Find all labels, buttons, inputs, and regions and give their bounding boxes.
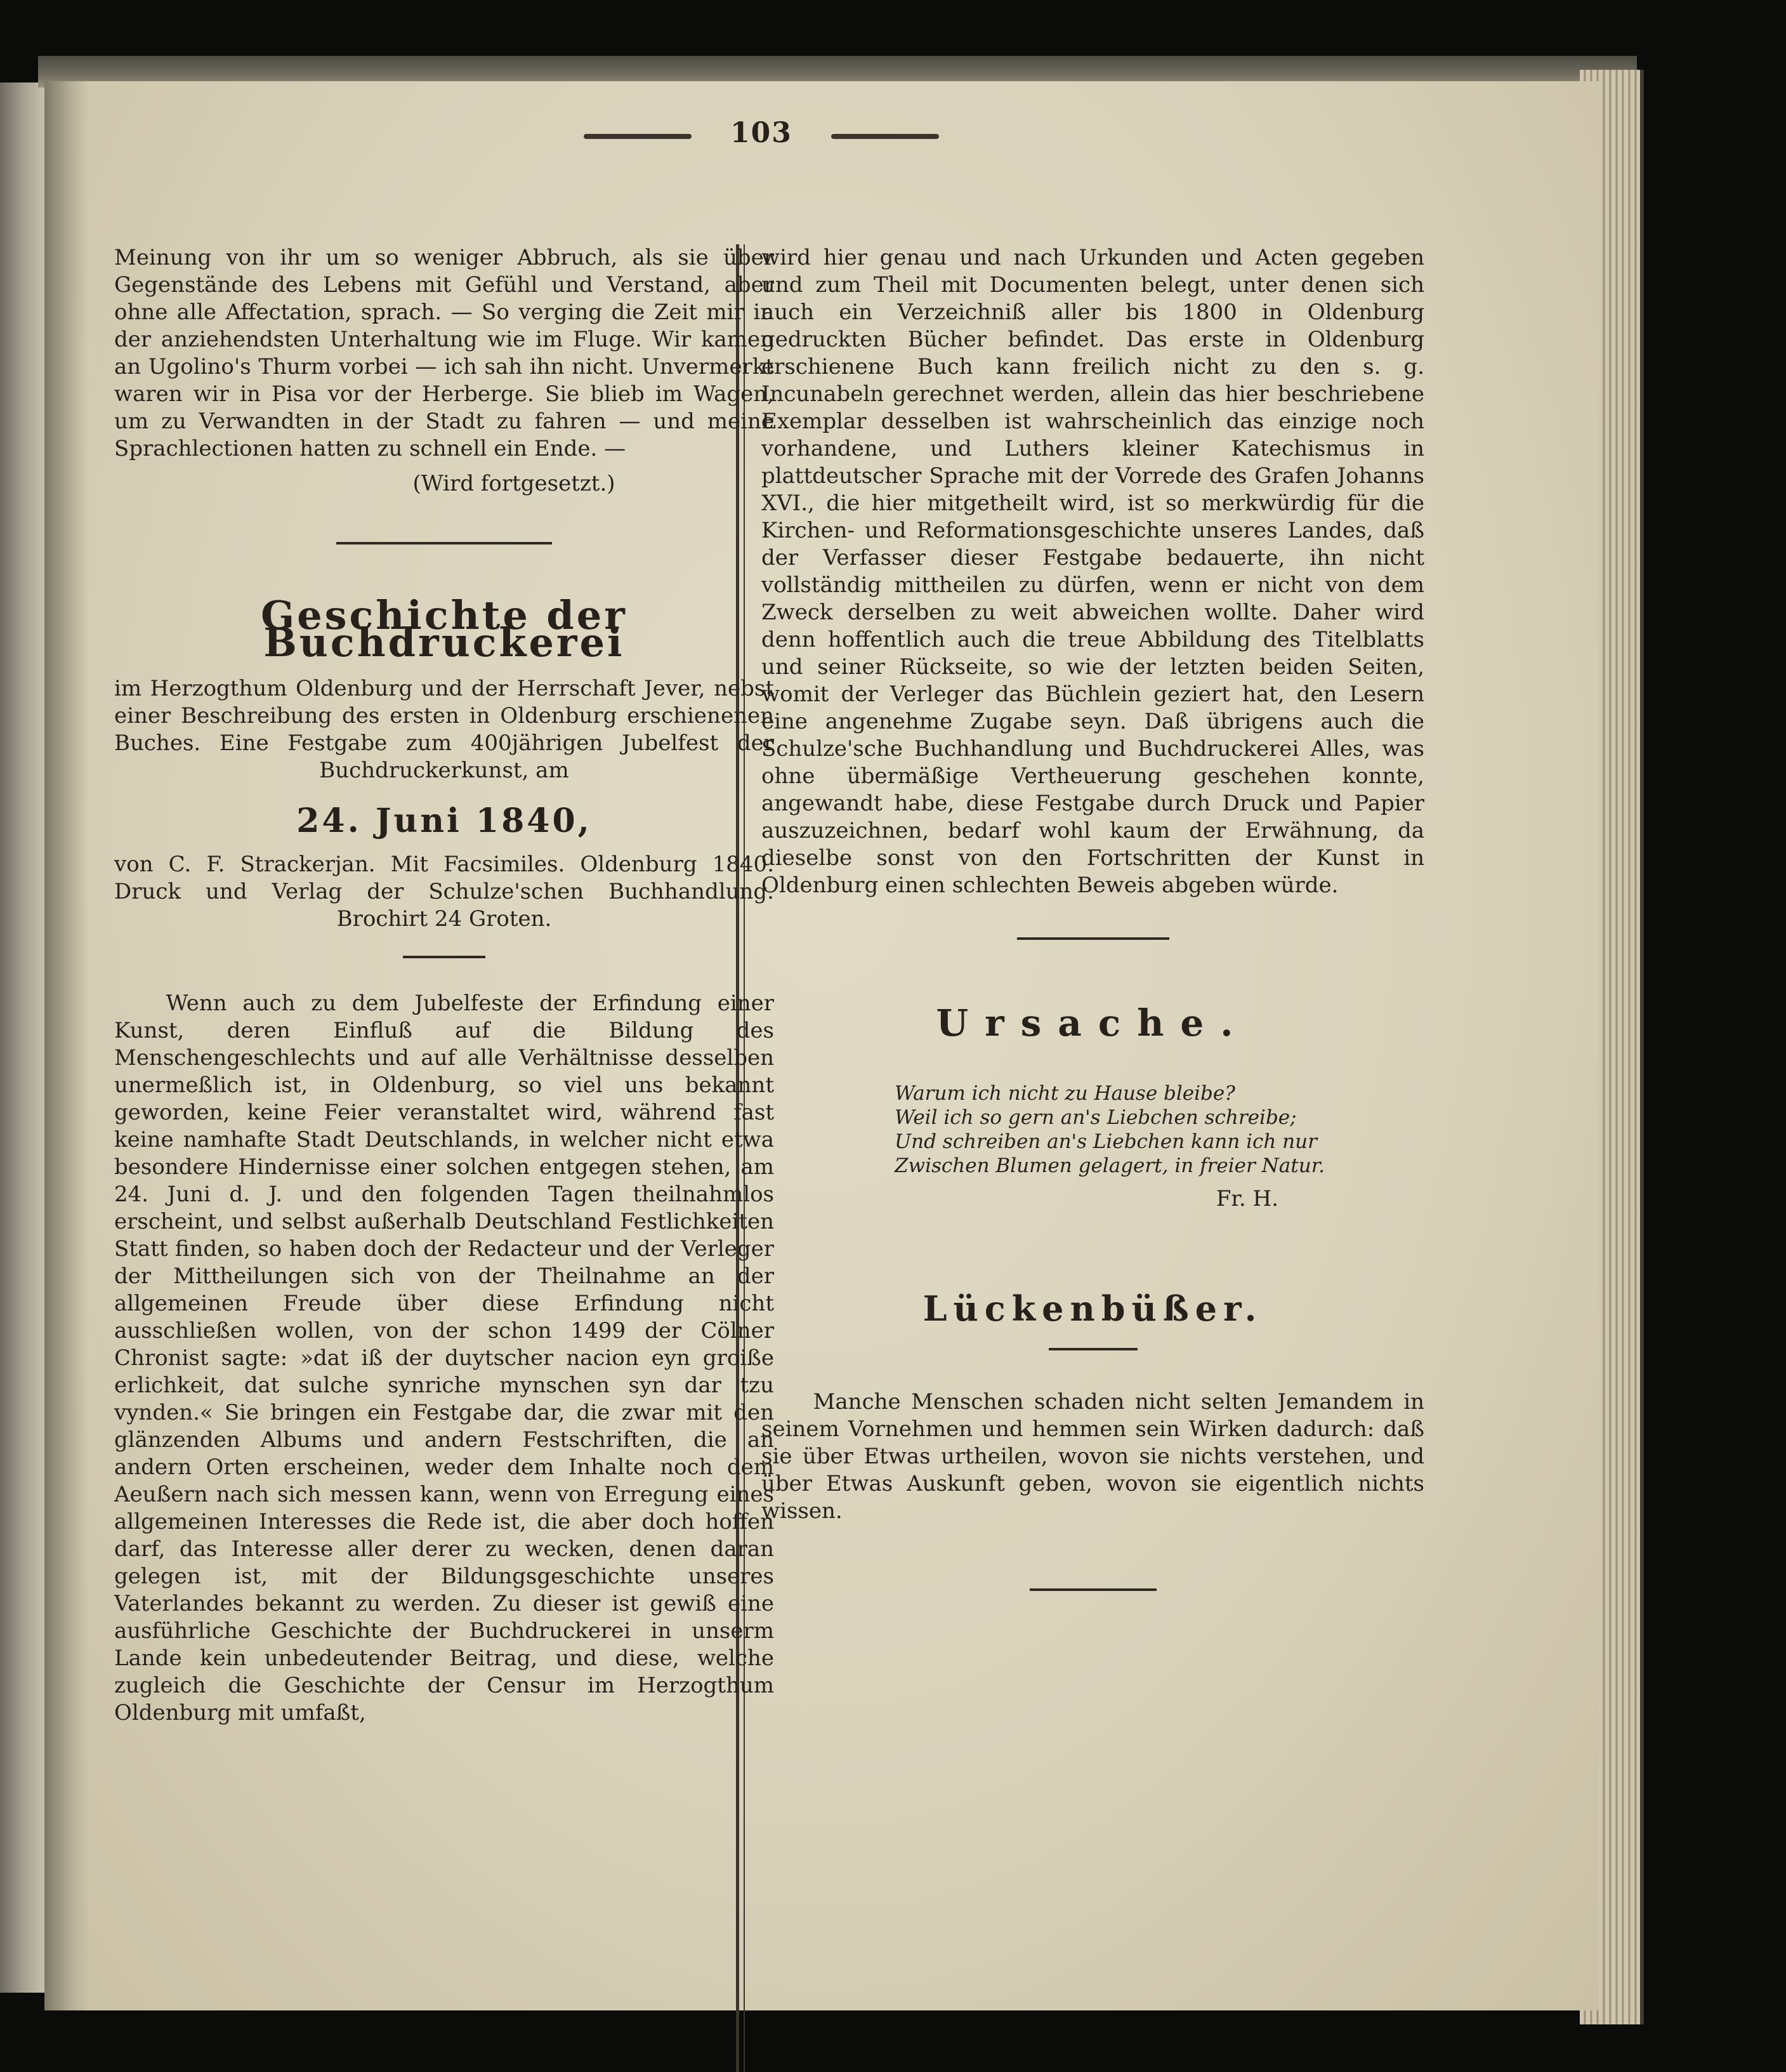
article-body: Wenn auch zu dem Jubelfeste der Erfindung einer Kunst, deren Einfluß auf die Bildung des Menschengeschlechts und auf alle Verhältnisse desselben unermeßlich ist, in Oldenburg, so viel uns bekannt geworden, keine Feier veranstaltet wird, während fast keine namhafte Stadt Deutschlands, in welcher nicht etwa besondere Hindernisse einer solchen entgegen stehen, am 24. Juni d. J. und den folgenden Tagen theilnahmlos erscheint, und selbst außerhalb Deutschland Festlichkeiten Statt finden, so haben doch der Redacteur und der Verleger der Mittheilungen sich von der Theilnahme an der allgemeinen Freude über diese Erfindung nicht ausschließen wollen, von der schon 1499 der Cölner Chronist sagte: »dat iß der duytscher nacion eyn groiße erlichkeit, dat sulche synriche mynschen syn dar tzu vynden.« Sie bringen ein Festgabe dar, die zwar mit den glänzenden Albums und andern Festschriften, die an andern Orten erscheinen, weder dem Inhalte noch dem Aeußern nach sich messen kann, wenn von Erregung eines allgemeinen Interesses die Rede ist, die aber doch hoffen darf, das Interesse aller derer zu wecken, denen daran gelegen ist, mit der Bildungsgeschichte unseres Vaterlandes bekannt zu werden. Zu dieser ist gewiß eine ausführliche Geschichte der Buchdruckerei in unserm Lande kein unbedeutender Beitrag, und diese, welche zugleich die Geschichte der Censur im Herzogthum Oldenburg mit umfaßt,	[114, 991, 774, 1726]
article-continuation: wird hier genau und nach Urkunden und Acten gegeben und zum Theil mit Documenten belegt, unter denen sich auch ein Verzeichniß aller bis 1800 in Oldenburg gedruckten Bücher befindet. Das erste in Oldenburg erschienene Buch kann freilich nicht zu den s. g. Incunabeln gerechnet werden, allein das hier beschriebene Exemplar desselben ist wahrscheinlich das einzige noch vorhandene, und Luthers kleiner Katechismus in plattdeutscher Sprache mit der Vorrede des Grafen Johanns XVI., die hier mitgetheilt wird, ist so merkwürdig für die Kirchen- und Reformationsgeschichte unseres Landes, daß der Verfasser dieser Festgabe bedauerte, ihn nicht vollständig mittheilen zu dürfen, wenn er nicht von dem Zweck derselben zu weit abweichen wollte. Daher wird denn hoffentlich auch die treue Abbildung des Titelblatts und seiner Rückseite, so wie der letzten beiden Seiten, womit der Verleger das Büchlein geziert hat, den Lesern eine angenehme Zugabe seyn. Daß übrigens auch die Schulze'sche Buchhandlung und Buchdruckerei Alles, was ohne übermäßige Vertheuerung geschehen konnte, angewandt habe, diese Festgabe durch Druck und Papier auszuzeichnen, bedarf wohl kaum der Erwähnung, da dieselbe sonst von den Fortschritten der Kunst in Oldenburg einen schlechten Beweis abgeben würde.	[761, 245, 1424, 898]
story-continuation: Meinung von ihr um so weniger Abbruch, als sie über Gegenstände des Lebens mit Gefühl und Verstand, aber ohne alle Affectation, sprach. — So verging die Zeit mir in der anziehendsten Unterhaltung wie im Fluge. Wir kamen an Ugolino's Thurm vorbei — ich sah ihn nicht. Unvermerkt waren wir in Pisa vor der Herberge. Sie blieb im Wagen, um zu Verwandten in der Stadt zu fahren — und meine Sprachlectionen hatten zu schnell ein Ende. —	[114, 245, 774, 461]
article-end-rule	[1017, 937, 1169, 940]
previous-page-edge	[0, 82, 49, 1993]
filler-title: Lückenbüßer.	[923, 1288, 1263, 1329]
article-date: 24. Juni 1840,	[296, 802, 592, 840]
page-number: 103	[730, 117, 792, 149]
article-title: Geschichte der Buchdruckerei	[261, 592, 627, 666]
article-byline: von C. F. Strackerjan. Mit Facsimiles. Oldenburg 1840. Druck und Verlag der Schulze'schen Buchhandlung. Brochirt 24 Groten.	[114, 852, 774, 932]
byline-rule	[403, 956, 485, 958]
right-column	[761, 162, 1424, 1591]
poem-line: Warum ich nicht zu Hause bleibe?	[895, 1082, 1235, 1105]
continued-note: (Wird fortgesetzt.)	[412, 471, 615, 496]
page-header	[584, 111, 939, 155]
header-rule-left	[584, 134, 692, 139]
closing-rule	[1030, 1588, 1157, 1591]
poem-line: Zwischen Blumen gelagert, in freier Natur.	[895, 1154, 1325, 1177]
poem-line: Und schreiben an's Liebchen kann ich nur	[895, 1130, 1317, 1153]
article-subtitle: im Herzogthum Oldenburg und der Herrschaft Jever, nebst einer Beschreibung des ersten in Oldenburg erschienenen Buches. Eine Festgabe zum 400jährigen Jubelfest der Buchdruckerkunst, am	[114, 676, 774, 783]
left-column	[114, 162, 774, 1727]
section-rule	[336, 542, 552, 544]
filler-body: Manche Menschen schaden nicht selten Jemandem in seinem Vornehmen und hemmen sein Wirken dadurch: daß sie über Etwas urtheilen, wovon sie nichts verstehen, und über Etwas Auskunft geben, wovon sie eigentlich nichts wissen.	[761, 1389, 1424, 1524]
gutter-shadow	[44, 81, 89, 2010]
filler-rule	[1049, 1348, 1138, 1350]
poem	[895, 1081, 1424, 1178]
poem-title: Ursache.	[936, 1001, 1250, 1045]
poem-signature: Fr. H.	[1216, 1186, 1278, 1211]
poem-line: Weil ich so gern an's Liebchen schreibe;	[895, 1106, 1297, 1129]
header-rule-right	[831, 134, 939, 139]
